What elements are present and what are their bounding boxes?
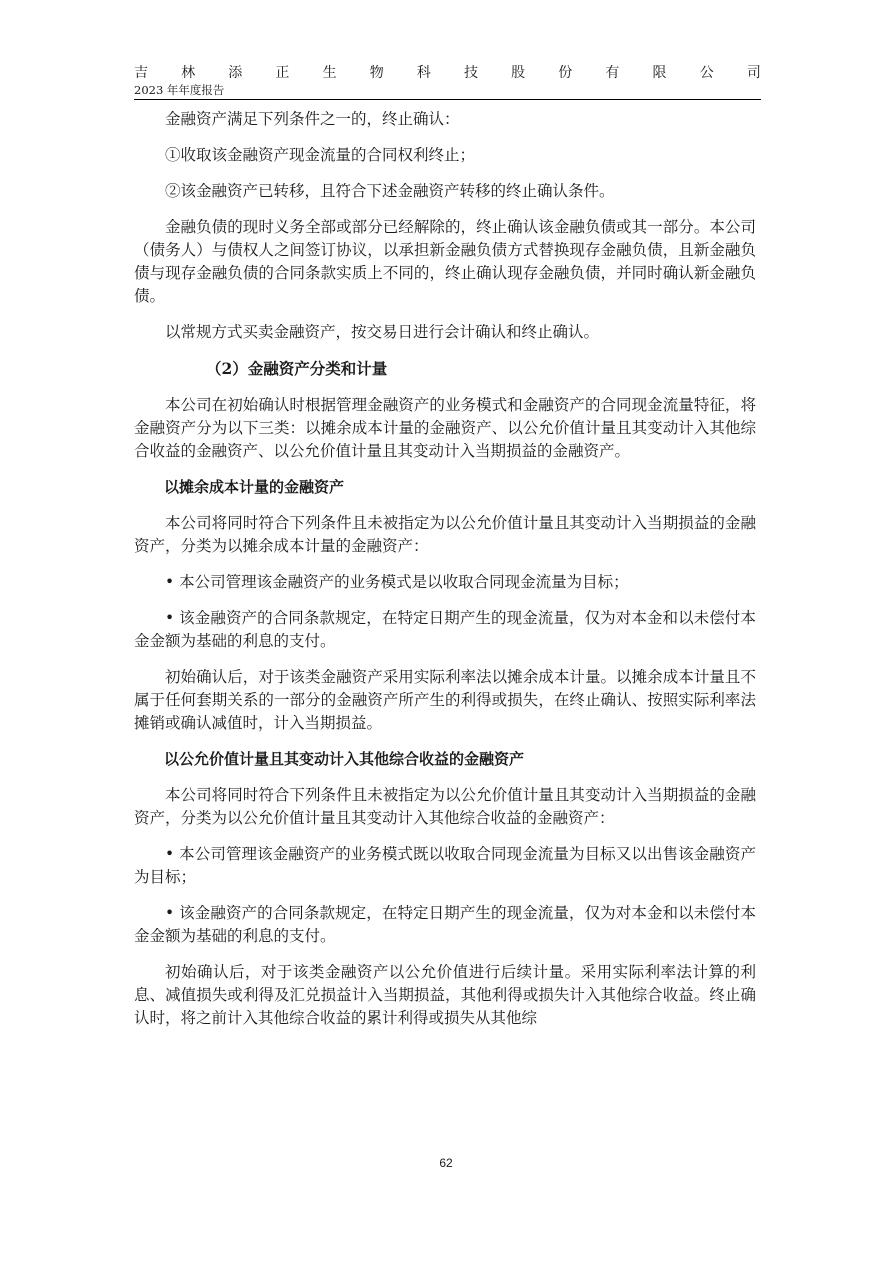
subsection-heading: 以公允价值计量且其变动计入其他综合收益的金融资产	[164, 750, 525, 768]
company-char: 司	[746, 65, 761, 81]
subsection-heading: 以摊余成本计量的金融资产	[164, 478, 345, 496]
company-char: 生	[322, 65, 337, 81]
company-char: 添	[228, 65, 243, 81]
company-char: 林	[181, 65, 196, 81]
paragraph: 本公司在初始确认时根据管理金融资产的业务模式和金融资产的合同现金流量特征，将金融资产分为以下三类：以摊余成本计量的金融资产、以公允价值计量且其变动计入其他综合收益的金融资产、以公允价值计量且其变动计入当期损益的金融资产。	[134, 396, 756, 460]
company-char: 正	[275, 65, 290, 81]
paragraph: 本公司将同时符合下列条件且未被指定为以公允价值计量且其变动计入当期损益的金融资产，分类为以公允价值计量且其变动计入其他综合收益的金融资产：	[134, 786, 756, 827]
company-char: 物	[369, 65, 384, 81]
report-title: 2023 年年度报告	[134, 83, 225, 97]
paragraph: 本公司将同时符合下列条件且未被指定为以公允价值计量且其变动计入当期损益的金融资产，分类为以摊余成本计量的金融资产：	[134, 514, 756, 555]
paragraph: 初始确认后，对于该类金融资产以公允价值进行后续计量。采用实际利率法计算的利息、减值损失或利得及汇兑损益计入当期损益，其他利得或损失计入其他综合收益。终止确认时，将之前计入其他综合收益的累计利得或损失从其他综	[134, 963, 756, 1027]
paragraph: 以常规方式买卖金融资产，按交易日进行会计确认和终止确认。	[165, 323, 600, 341]
paragraph: • 该金融资产的合同条款规定，在特定日期产生的现金流量，仅为对本金和以未偿付本金金额为基础的利息的支付。	[134, 609, 756, 650]
paragraph: • 本公司管理该金融资产的业务模式既以收取合同现金流量为目标又以出售该金融资产为目标；	[134, 845, 756, 886]
paragraph: • 该金融资产的合同条款规定，在特定日期产生的现金流量，仅为对本金和以未偿付本金金额为基础的利息的支付。	[134, 904, 756, 945]
paragraph: ②该金融资产已转移，且符合下述金融资产转移的终止确认条件。	[165, 182, 615, 200]
company-name	[134, 64, 761, 82]
paragraph: 金融资产满足下列条件之一的，终止确认：	[165, 110, 460, 128]
company-char: 公	[699, 65, 714, 81]
company-char: 技	[463, 65, 478, 81]
page-number: 62	[439, 1156, 453, 1170]
header-rule	[134, 99, 761, 100]
company-char: 份	[558, 65, 573, 81]
company-char: 有	[605, 65, 620, 81]
company-char: 吉	[134, 65, 148, 81]
page-header	[134, 64, 761, 100]
company-char: 科	[416, 65, 431, 81]
body-text	[134, 108, 756, 1043]
paragraph: ①收取该金融资产现金流量的合同权利终止；	[165, 146, 476, 164]
company-char: 限	[652, 65, 667, 81]
paragraph: 金融负债的现时义务全部或部分已经解除的，终止确认该金融负债或其一部分。本公司（债务人）与债权人之间签订协议，以承担新金融负债方式替换现存金融负债，且新金融负债与现存金融负债的合同条款实质上不同的，终止确认现存金融负债，并同时确认新金融负债。	[134, 218, 756, 305]
paragraph: • 本公司管理该金融资产的业务模式是以收取合同现金流量为目标；	[165, 573, 629, 591]
company-char: 股	[511, 65, 526, 81]
section-heading: （2）金融资产分类和计量	[206, 359, 388, 378]
paragraph: 初始确认后，对于该类金融资产采用实际利率法以摊余成本计量。以摊余成本计量且不属于任何套期关系的一部分的金融资产所产生的利得或损失，在终止确认、按照实际利率法摊销或确认减值时，计入当期损益。	[134, 668, 756, 732]
